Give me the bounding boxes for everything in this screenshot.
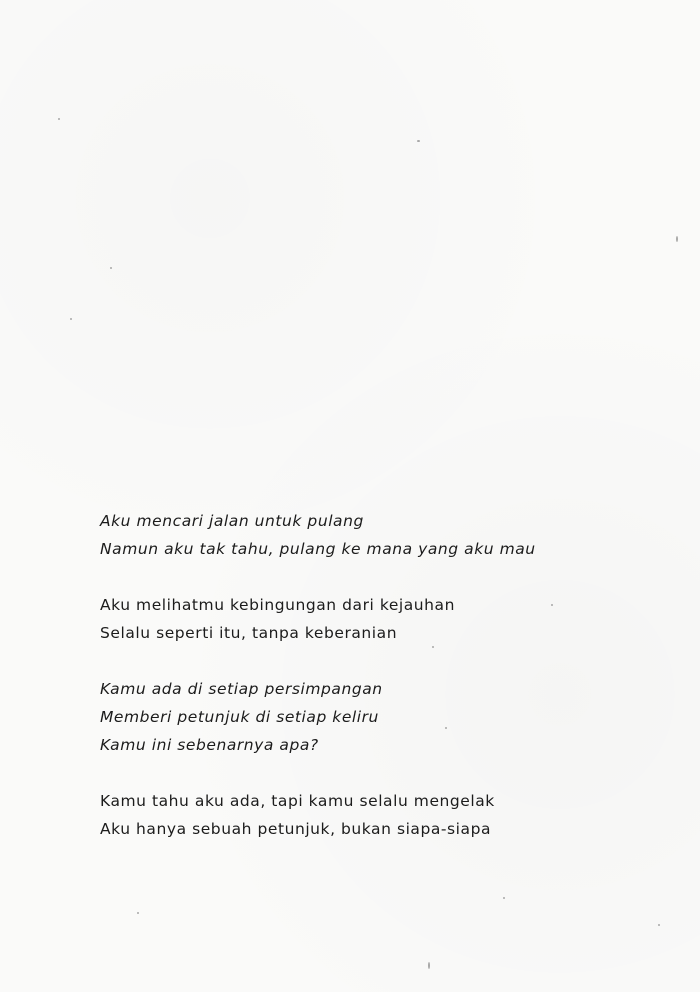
poem-line: Aku hanya sebuah petunjuk, bukan siapa-siapa [100, 820, 492, 838]
paper-speck [676, 236, 678, 242]
paper-speck [137, 912, 139, 914]
paper-speck [658, 924, 660, 926]
paper-speck [503, 897, 505, 899]
stanza-4 [100, 787, 620, 843]
paper-speck [417, 140, 420, 142]
poem [100, 507, 620, 871]
paper-speck [70, 318, 72, 320]
poem-line: Memberi petunjuk di setiap keliru [100, 708, 379, 726]
poem-line: Selalu seperti itu, tanpa keberanian [100, 624, 398, 642]
poem-line: Aku melihatmu kebingungan dari kejauhan [100, 596, 455, 614]
poem-line: Aku mencari jalan untuk pulang [100, 512, 364, 530]
poem-line: Kamu ini sebenarnya apa? [100, 736, 319, 754]
poem-line: Kamu ada di setiap persimpangan [100, 680, 383, 698]
stanza-1 [100, 507, 620, 563]
poem-line: Kamu tahu aku ada, tapi kamu selalu mengelak [100, 792, 495, 810]
paper-speck [428, 962, 430, 969]
paper-speck [110, 267, 112, 269]
stanza-2 [100, 591, 620, 647]
paper-speck [58, 118, 60, 120]
stanza-3 [100, 675, 620, 759]
poem-line: Namun aku tak tahu, pulang ke mana yang aku mau [100, 540, 536, 558]
